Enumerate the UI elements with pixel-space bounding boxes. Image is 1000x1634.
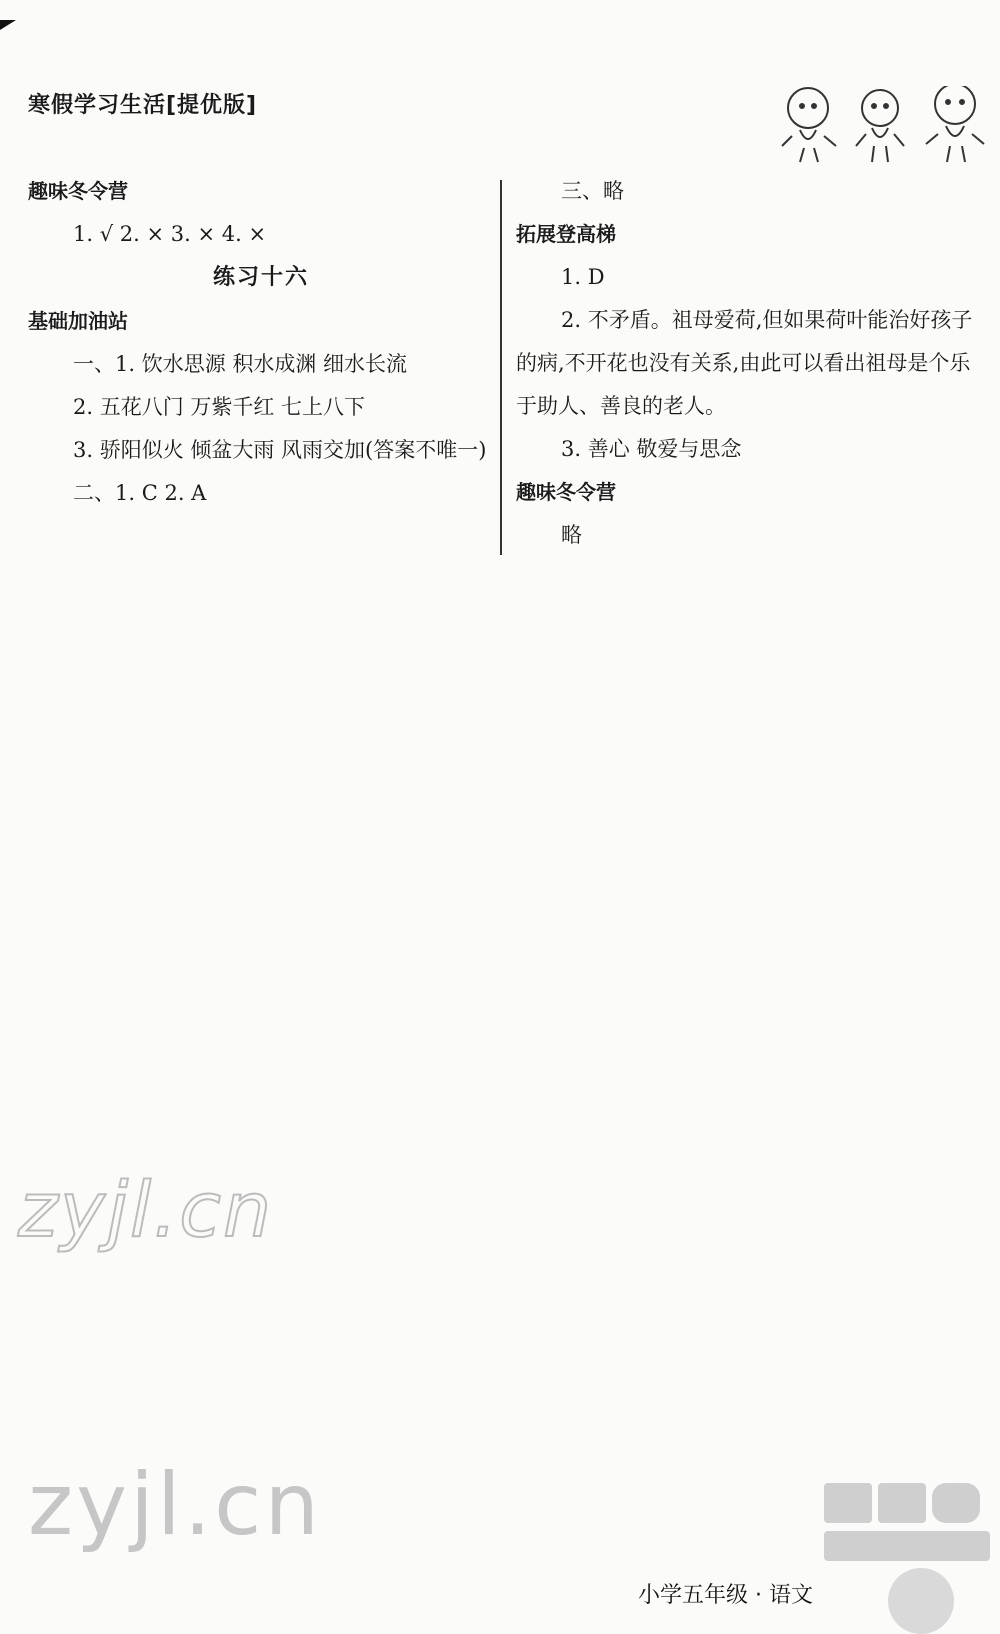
mascot-illustration	[770, 86, 1000, 166]
answer-line: 1. √ 2. × 3. × 4. ×	[73, 222, 267, 246]
answer-line: 1. D	[561, 265, 605, 289]
answer-line: 二、1. C 2. A	[73, 481, 207, 505]
right-column	[516, 170, 976, 557]
answer-line: 三、略	[561, 179, 624, 203]
watermark-text: zyjl.cn	[18, 1165, 274, 1254]
section-heading-winter-camp: 趣味冬令营	[28, 179, 128, 203]
column-divider	[500, 180, 502, 555]
left-column	[28, 170, 494, 515]
answer-line: 2. 五花八门 万紫千红 七上八下	[73, 395, 366, 419]
answer-line: 3. 善心 敬爱与思念	[561, 437, 742, 461]
section-heading-extension: 拓展登高梯	[516, 222, 616, 246]
answer-line: 2. 不矛盾。祖母爱荷,但如果荷叶能治好孩子的病,不开花也没有关系,由此可以看出祖母是个乐于助人、善良的老人。	[516, 308, 973, 418]
watermark-logo	[820, 1475, 995, 1571]
answer-line: 略	[561, 523, 582, 547]
page-number-badge	[888, 1568, 954, 1634]
section-heading-winter-camp: 趣味冬令营	[516, 480, 616, 504]
answer-line: 3. 骄阳似火 倾盆大雨 风雨交加(答案不唯一)	[73, 438, 487, 462]
watermark-text: zyjl.cn	[28, 1455, 322, 1555]
exercise-title: 练习十六	[212, 265, 309, 290]
book-title: 寒假学习生活[提优版]	[28, 93, 258, 118]
section-heading-basics: 基础加油站	[28, 309, 128, 333]
answer-line: 一、1. 饮水思源 积水成渊 细水长流	[73, 352, 408, 376]
footer-grade-subject: 小学五年级 · 语文	[638, 1583, 813, 1608]
corner-mark	[0, 20, 16, 30]
